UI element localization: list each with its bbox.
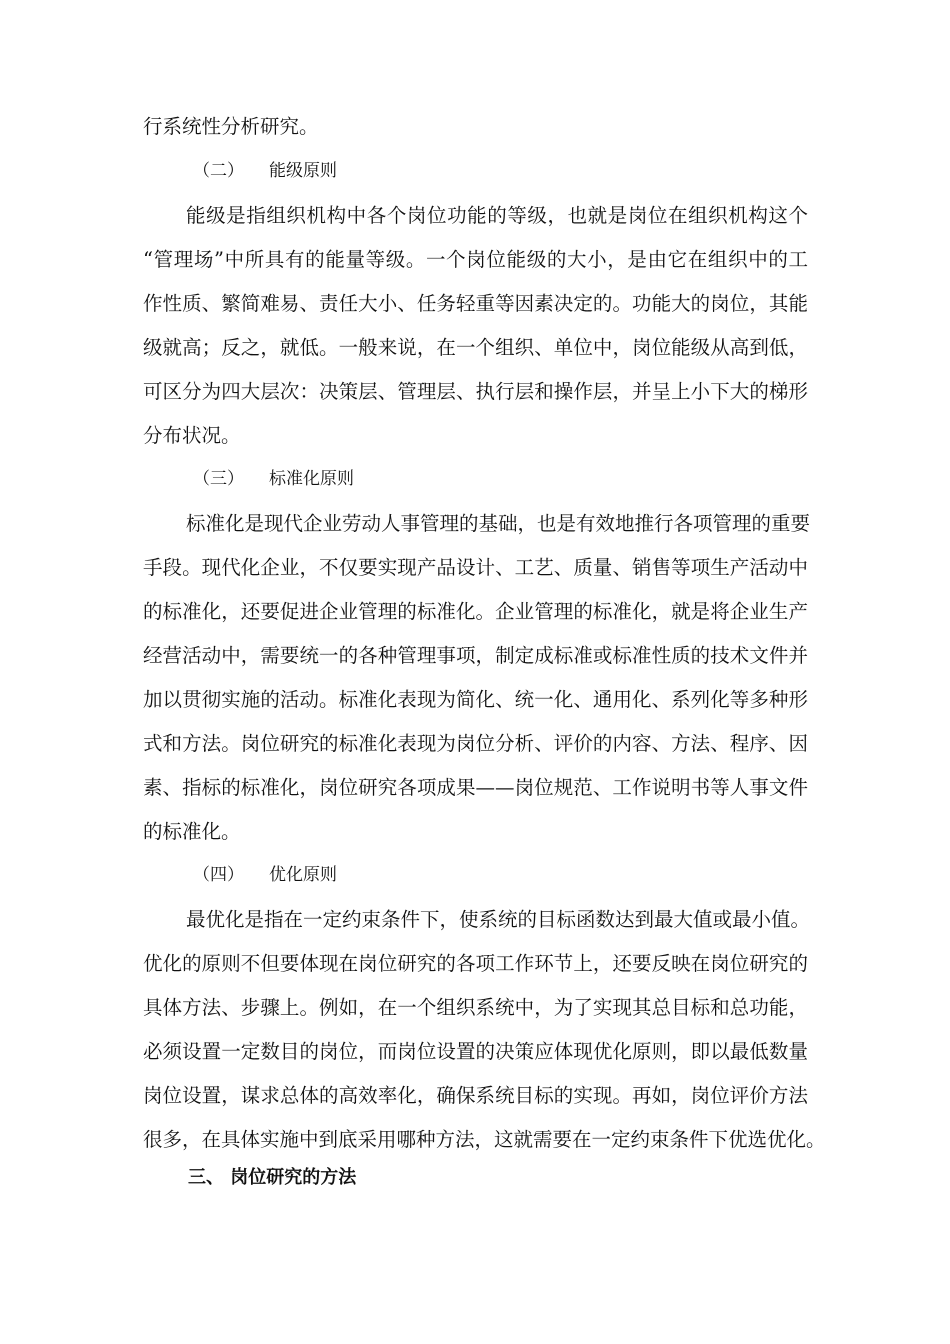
principle-3-line-5: 加以贯彻实施的活动。标准化表现为简化、统一化、通用化、系列化等多种形 <box>143 688 808 711</box>
intro-tail-line: 行系统性分析研究。 <box>143 115 319 138</box>
principle-4-line-1: 最优化是指在一定约束条件下，使系统的目标函数达到最大值或最小值。 <box>186 908 811 931</box>
principle-4-heading <box>193 863 337 887</box>
principle-3-line-8: 的标准化。 <box>143 820 241 843</box>
principle-3-line-3: 的标准化，还要促进企业管理的标准化。企业管理的标准化，就是将企业生产 <box>143 600 808 623</box>
principle-2-line-3: 作性质、繁简难易、责任大小、任务轻重等因素决定的。功能大的岗位，其能 <box>143 292 808 315</box>
principle-2-line-1: 能级是指组织机构中各个岗位功能的等级，也就是岗位在组织机构这个 <box>186 204 808 227</box>
principle-4-line-3: 具体方法、步骤上。例如，在一个组织系统中，为了实现其总目标和总功能， <box>143 996 808 1019</box>
section-3-heading: 三、 岗位研究的方法 <box>188 1167 357 1188</box>
principle-3-number: （三） <box>193 469 244 489</box>
principle-2-heading <box>193 159 337 183</box>
principle-4-line-2: 优化的原则不但要体现在岗位研究的各项工作环节上，还要反映在岗位研究的 <box>143 952 808 975</box>
principle-3-title: 标准化原则 <box>269 469 354 489</box>
principle-3-line-6: 式和方法。岗位研究的标准化表现为岗位分析、评价的内容、方法、程序、因 <box>143 732 808 755</box>
principle-2-line-4: 级就高；反之，就低。一般来说，在一个组织、单位中，岗位能级从高到低， <box>143 336 808 359</box>
principle-2-line-6: 分布状况。 <box>143 424 241 447</box>
principle-2-line-2: “管理场”中所具有的能量等级。一个岗位能级的大小，是由它在组织中的工 <box>143 248 808 271</box>
principle-4-title: 优化原则 <box>269 865 337 885</box>
principle-4-line-4: 必须设置一定数目的岗位，而岗位设置的决策应体现优化原则，即以最低数量 <box>143 1040 808 1063</box>
principle-4-line-6: 很多，在具体实施中到底采用哪种方法，这就需要在一定约束条件下优选优化。 <box>143 1128 826 1151</box>
principle-3-heading <box>193 467 354 491</box>
principle-2-title: 能级原则 <box>269 161 337 181</box>
principle-4-number: （四） <box>193 865 244 885</box>
principle-3-line-2: 手段。现代化企业，不仅要实现产品设计、工艺、质量、销售等项生产活动中 <box>143 556 808 579</box>
principle-3-line-4: 经营活动中，需要统一的各种管理事项，制定成标准或标准性质的技术文件并 <box>143 644 808 667</box>
principle-3-line-1: 标准化是现代企业劳动人事管理的基础，也是有效地推行各项管理的重要 <box>186 512 811 535</box>
principle-4-line-5: 岗位设置，谋求总体的高效率化，确保系统目标的实现。再如，岗位评价方法 <box>143 1084 808 1107</box>
principle-2-number: （二） <box>193 161 244 181</box>
principle-3-line-7: 素、指标的标准化，岗位研究各项成果——岗位规范、工作说明书等人事文件 <box>143 776 808 799</box>
principle-2-line-5: 可区分为四大层次：决策层、管理层、执行层和操作层，并呈上小下大的梯形 <box>143 380 808 403</box>
